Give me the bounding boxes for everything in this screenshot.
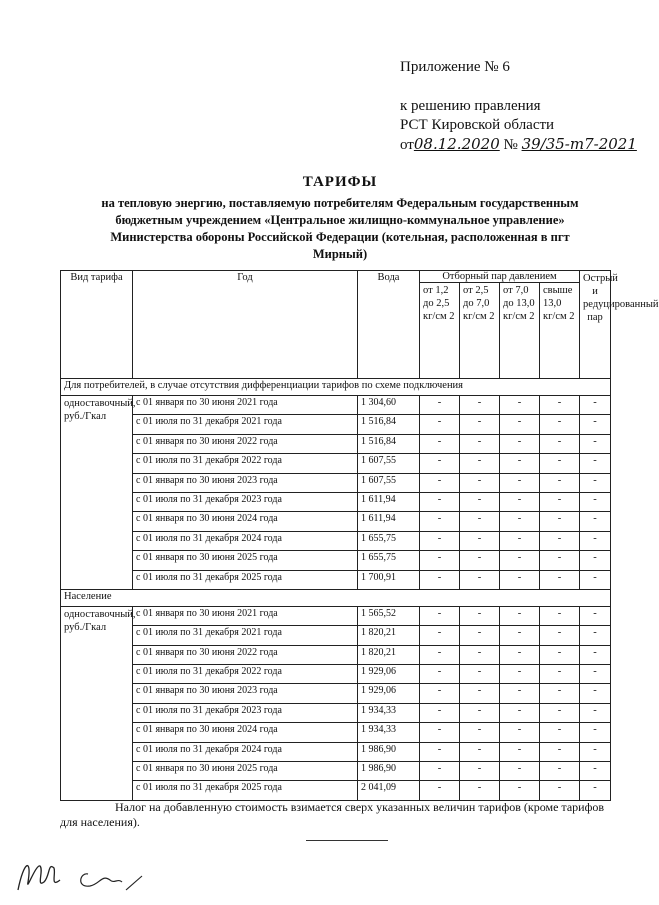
- water-value: 1 986,90: [358, 742, 420, 761]
- empty-tariff-dash: -: [500, 606, 540, 625]
- period-cell: с 01 июля по 31 декабря 2024 года: [133, 742, 358, 761]
- empty-tariff-dash: -: [580, 454, 611, 473]
- empty-tariff-dash: -: [540, 781, 580, 800]
- empty-tariff-dash: -: [580, 781, 611, 800]
- empty-tariff-dash: -: [420, 492, 460, 511]
- empty-tariff-dash: -: [460, 665, 500, 684]
- empty-tariff-dash: -: [580, 492, 611, 511]
- empty-tariff-dash: -: [420, 551, 460, 570]
- empty-tariff-dash: -: [500, 626, 540, 645]
- empty-tariff-dash: -: [460, 762, 500, 781]
- decision-date: 08.12.2020: [413, 135, 500, 153]
- table-row: [61, 570, 611, 589]
- period-cell: с 01 июля по 31 декабря 2021 года: [133, 415, 358, 434]
- water-value: 1 565,52: [358, 606, 420, 625]
- empty-tariff-dash: -: [580, 531, 611, 550]
- header-steam-2: от 2,5 до 7,0 кг/см 2: [460, 283, 500, 379]
- empty-tariff-dash: -: [460, 415, 500, 434]
- empty-tariff-dash: -: [460, 551, 500, 570]
- empty-tariff-dash: -: [500, 396, 540, 415]
- empty-tariff-dash: -: [460, 434, 500, 453]
- empty-tariff-dash: -: [420, 723, 460, 742]
- water-value: 1 607,55: [358, 473, 420, 492]
- water-value: 1 516,84: [358, 434, 420, 453]
- empty-tariff-dash: -: [460, 531, 500, 550]
- table-row: [61, 454, 611, 473]
- period-cell: с 01 июля по 31 декабря 2023 года: [133, 703, 358, 722]
- empty-tariff-dash: -: [540, 531, 580, 550]
- empty-tariff-dash: -: [580, 742, 611, 761]
- water-value: 1 700,91: [358, 570, 420, 589]
- empty-tariff-dash: -: [420, 781, 460, 800]
- table-row: [61, 396, 611, 415]
- empty-tariff-dash: -: [460, 703, 500, 722]
- empty-tariff-dash: -: [540, 512, 580, 531]
- vat-footnote: Налог на добавленную стоимость взимается сверх указанных величин тарифов (кроме тарифов для населения).: [60, 800, 605, 829]
- empty-tariff-dash: -: [540, 551, 580, 570]
- water-value: 1 929,06: [358, 684, 420, 703]
- empty-tariff-dash: -: [580, 684, 611, 703]
- empty-tariff-dash: -: [580, 606, 611, 625]
- period-cell: с 01 января по 30 июня 2022 года: [133, 434, 358, 453]
- period-cell: с 01 января по 30 июня 2024 года: [133, 723, 358, 742]
- empty-tariff-dash: -: [580, 665, 611, 684]
- header-year: Год: [133, 271, 358, 379]
- signature-mark: [10, 852, 180, 900]
- empty-tariff-dash: -: [500, 684, 540, 703]
- empty-tariff-dash: -: [500, 512, 540, 531]
- empty-tariff-dash: -: [500, 473, 540, 492]
- empty-tariff-dash: -: [540, 703, 580, 722]
- empty-tariff-dash: -: [500, 723, 540, 742]
- empty-tariff-dash: -: [580, 434, 611, 453]
- empty-tariff-dash: -: [580, 396, 611, 415]
- period-cell: с 01 января по 30 июня 2025 года: [133, 762, 358, 781]
- table-row: [61, 723, 611, 742]
- empty-tariff-dash: -: [420, 415, 460, 434]
- table-row: [61, 531, 611, 550]
- tariff-table: [60, 270, 659, 801]
- empty-tariff-dash: -: [500, 454, 540, 473]
- empty-tariff-dash: -: [540, 492, 580, 511]
- empty-tariff-dash: -: [500, 531, 540, 550]
- period-cell: с 01 января по 30 июня 2023 года: [133, 473, 358, 492]
- water-value: 1 929,06: [358, 665, 420, 684]
- decision-number: 39/35-т7-2021: [521, 135, 637, 153]
- empty-tariff-dash: -: [540, 454, 580, 473]
- period-cell: с 01 июля по 31 декабря 2025 года: [133, 570, 358, 589]
- title-subtitle: на тепловую энергию, поставляемую потребителям Федеральным государственным бюджетным учреждением «Центральное жилищно-коммунальное управление» Министерства обороны Российской Федерации (котельная, расположенная в пгт Мирный): [101, 196, 579, 261]
- title-heading: ТАРИФЫ: [302, 174, 378, 190]
- empty-tariff-dash: -: [420, 626, 460, 645]
- water-value: 1 934,33: [358, 723, 420, 742]
- empty-tariff-dash: -: [580, 762, 611, 781]
- table-row: [61, 551, 611, 570]
- empty-tariff-dash: -: [460, 606, 500, 625]
- water-value: 1 934,33: [358, 703, 420, 722]
- date-prefix: от: [400, 137, 414, 153]
- empty-tariff-dash: -: [420, 762, 460, 781]
- empty-tariff-dash: -: [460, 723, 500, 742]
- empty-tariff-dash: -: [540, 665, 580, 684]
- empty-tariff-dash: -: [460, 454, 500, 473]
- water-value: 1 655,75: [358, 531, 420, 550]
- empty-tariff-dash: -: [460, 512, 500, 531]
- empty-tariff-dash: -: [420, 454, 460, 473]
- empty-tariff-dash: -: [420, 434, 460, 453]
- tariff-body: [61, 379, 611, 801]
- empty-tariff-dash: -: [420, 742, 460, 761]
- table-row: [61, 626, 611, 645]
- empty-tariff-dash: -: [580, 723, 611, 742]
- empty-tariff-dash: -: [420, 473, 460, 492]
- empty-tariff-dash: -: [580, 645, 611, 664]
- empty-tariff-dash: -: [420, 396, 460, 415]
- empty-tariff-dash: -: [420, 531, 460, 550]
- empty-tariff-dash: -: [460, 473, 500, 492]
- table-row: [61, 512, 611, 531]
- water-value: 1 820,21: [358, 626, 420, 645]
- empty-tariff-dash: -: [500, 703, 540, 722]
- header-water: Вода: [358, 271, 420, 379]
- tariff-kind: одноставочный, руб./Гкал: [61, 396, 133, 590]
- empty-tariff-dash: -: [460, 492, 500, 511]
- empty-tariff-dash: -: [540, 434, 580, 453]
- header-steam-3: от 7,0 до 13,0 кг/см 2: [500, 283, 540, 379]
- period-cell: с 01 июля по 31 декабря 2025 года: [133, 781, 358, 800]
- period-cell: с 01 января по 30 июня 2022 года: [133, 645, 358, 664]
- empty-tariff-dash: -: [460, 781, 500, 800]
- number-prefix: №: [503, 137, 518, 153]
- appendix-authority: РСТ Кировской области: [400, 117, 555, 133]
- table-row: [61, 762, 611, 781]
- header-steam: Отборный пар давлением: [420, 271, 580, 283]
- empty-tariff-dash: -: [500, 762, 540, 781]
- empty-tariff-dash: -: [540, 473, 580, 492]
- empty-tariff-dash: -: [420, 645, 460, 664]
- empty-tariff-dash: -: [580, 512, 611, 531]
- empty-tariff-dash: -: [420, 665, 460, 684]
- empty-tariff-dash: -: [460, 645, 500, 664]
- table-row: [61, 415, 611, 434]
- table-row: [61, 742, 611, 761]
- period-cell: с 01 января по 30 июня 2025 года: [133, 551, 358, 570]
- empty-tariff-dash: -: [540, 570, 580, 589]
- tariff-kind: одноставочный, руб./Гкал: [61, 606, 133, 800]
- period-cell: с 01 июля по 31 декабря 2022 года: [133, 454, 358, 473]
- empty-tariff-dash: -: [540, 742, 580, 761]
- empty-tariff-dash: -: [500, 551, 540, 570]
- empty-tariff-dash: -: [540, 415, 580, 434]
- empty-tariff-dash: -: [500, 665, 540, 684]
- section-label: Для потребителей, в случае отсутствия дифференциации тарифов по схеме подключения: [61, 379, 611, 396]
- water-value: 2 041,09: [358, 781, 420, 800]
- empty-tariff-dash: -: [540, 626, 580, 645]
- header-sharp-steam: Острый и редуцированный пар: [580, 271, 611, 379]
- water-value: 1 655,75: [358, 551, 420, 570]
- period-cell: с 01 июля по 31 декабря 2024 года: [133, 531, 358, 550]
- empty-tariff-dash: -: [500, 415, 540, 434]
- table-row: [61, 606, 611, 625]
- header-kind: Вид тарифа: [61, 271, 133, 379]
- table-row: [61, 781, 611, 800]
- empty-tariff-dash: -: [580, 551, 611, 570]
- period-cell: с 01 января по 30 июня 2024 года: [133, 512, 358, 531]
- table-row: [61, 703, 611, 722]
- empty-tariff-dash: -: [460, 626, 500, 645]
- document-title: [60, 0, 620, 263]
- empty-tariff-dash: -: [580, 570, 611, 589]
- period-cell: с 01 июля по 31 декабря 2022 года: [133, 665, 358, 684]
- header-steam-4: свыше 13,0 кг/см 2: [540, 283, 580, 379]
- empty-tariff-dash: -: [580, 473, 611, 492]
- table-row: [61, 684, 611, 703]
- empty-tariff-dash: -: [500, 781, 540, 800]
- period-cell: с 01 января по 30 июня 2021 года: [133, 606, 358, 625]
- period-cell: с 01 января по 30 июня 2023 года: [133, 684, 358, 703]
- water-value: 1 820,21: [358, 645, 420, 664]
- empty-tariff-dash: -: [500, 434, 540, 453]
- water-value: 1 516,84: [358, 415, 420, 434]
- empty-tariff-dash: -: [460, 742, 500, 761]
- empty-tariff-dash: -: [500, 742, 540, 761]
- water-value: 1 611,94: [358, 512, 420, 531]
- empty-tariff-dash: -: [500, 492, 540, 511]
- water-value: 1 607,55: [358, 454, 420, 473]
- period-cell: с 01 января по 30 июня 2021 года: [133, 396, 358, 415]
- water-value: 1 986,90: [358, 762, 420, 781]
- empty-tariff-dash: -: [500, 645, 540, 664]
- empty-tariff-dash: -: [540, 645, 580, 664]
- table-row: [61, 434, 611, 453]
- empty-tariff-dash: -: [500, 570, 540, 589]
- empty-tariff-dash: -: [420, 684, 460, 703]
- empty-tariff-dash: -: [540, 723, 580, 742]
- empty-tariff-dash: -: [420, 703, 460, 722]
- water-value: 1 304,60: [358, 396, 420, 415]
- empty-tariff-dash: -: [420, 606, 460, 625]
- empty-tariff-dash: -: [540, 396, 580, 415]
- empty-tariff-dash: -: [580, 626, 611, 645]
- divider-line: [306, 840, 388, 841]
- period-cell: с 01 июля по 31 декабря 2023 года: [133, 492, 358, 511]
- appendix-decision: к решению правления: [400, 98, 541, 114]
- empty-tariff-dash: -: [580, 703, 611, 722]
- empty-tariff-dash: -: [540, 684, 580, 703]
- empty-tariff-dash: -: [420, 512, 460, 531]
- empty-tariff-dash: -: [580, 415, 611, 434]
- empty-tariff-dash: -: [420, 570, 460, 589]
- empty-tariff-dash: -: [460, 570, 500, 589]
- table-row: [61, 473, 611, 492]
- table-row: [61, 492, 611, 511]
- table-row: [61, 665, 611, 684]
- table-row: [61, 645, 611, 664]
- section-label: Население: [61, 589, 611, 606]
- header-steam-1: от 1,2 до 2,5 кг/см 2: [420, 283, 460, 379]
- empty-tariff-dash: -: [540, 762, 580, 781]
- water-value: 1 611,94: [358, 492, 420, 511]
- period-cell: с 01 июля по 31 декабря 2021 года: [133, 626, 358, 645]
- empty-tariff-dash: -: [460, 684, 500, 703]
- empty-tariff-dash: -: [460, 396, 500, 415]
- empty-tariff-dash: -: [540, 606, 580, 625]
- appendix-number: Приложение № 6: [400, 59, 510, 75]
